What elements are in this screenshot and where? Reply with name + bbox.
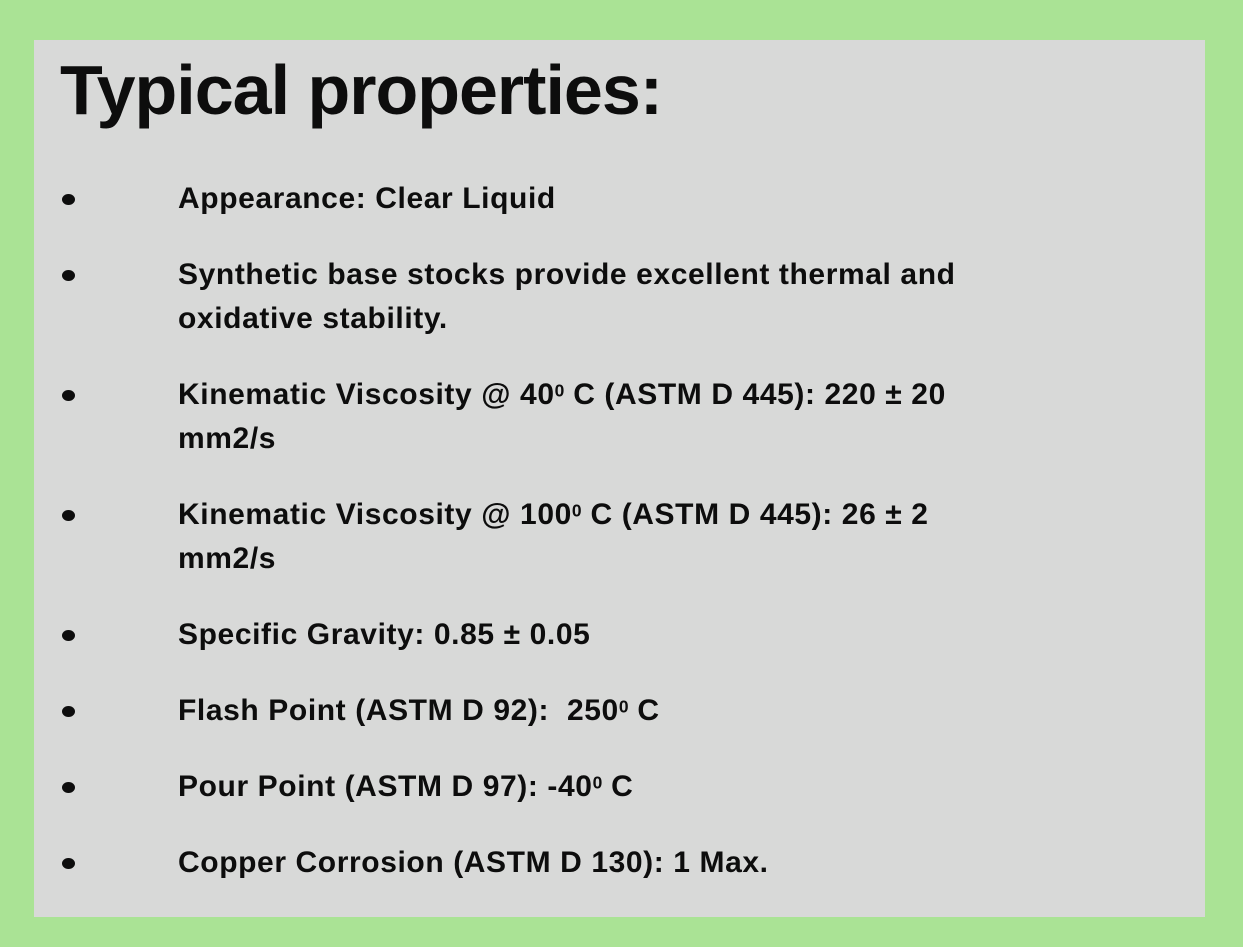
item-text — [178, 689, 1165, 733]
item-text-segment: C (ASTM D 445): 26 ± 2 — [581, 498, 929, 531]
item-text: Specific Gravity: 0.85 ± 0.05 — [178, 618, 591, 651]
list-item-synthetic-base-stocks — [60, 253, 1165, 341]
list-item-flash-point — [60, 689, 1165, 733]
list-item-appearance — [60, 177, 1165, 221]
item-text-segment: C (ASTM D 445): 220 ± 20 — [564, 378, 946, 411]
item-text-segment: Kinematic Viscosity @ 100 — [178, 498, 572, 531]
bullet-icon — [62, 706, 75, 717]
superscript-degree: 0 — [571, 500, 582, 521]
superscript-degree: 0 — [618, 696, 629, 717]
bullet-icon — [62, 270, 75, 281]
superscript-degree: 0 — [554, 380, 565, 401]
list-item-kinematic-viscosity-100 — [60, 493, 1165, 581]
item-text-segment: Flash Point (ASTM D 92): 250 — [178, 694, 619, 727]
page-title: Typical properties: — [60, 51, 663, 129]
item-text: mm2/s — [178, 542, 277, 575]
item-text: mm2/s — [178, 422, 277, 455]
superscript-degree: 0 — [592, 772, 603, 793]
bullet-icon — [62, 390, 75, 401]
item-text-segment: C — [628, 694, 660, 727]
bullet-icon — [62, 510, 75, 521]
item-text: Copper Corrosion (ASTM D 130): 1 Max. — [178, 846, 769, 879]
bullet-icon — [62, 782, 75, 793]
item-text: Synthetic base stocks provide excellent thermal and — [178, 258, 956, 291]
content-panel — [34, 40, 1205, 917]
list-item-specific-gravity — [60, 613, 1165, 657]
bullet-icon — [62, 194, 75, 205]
item-text: oxidative stability. — [178, 302, 448, 335]
item-text-segment: Pour Point (ASTM D 97): -40 — [178, 770, 593, 803]
bullet-icon — [62, 630, 75, 641]
properties-list — [60, 177, 1165, 885]
item-text — [178, 373, 1165, 417]
item-text: Appearance: Clear Liquid — [178, 182, 556, 215]
item-text — [178, 765, 1165, 809]
list-item-copper-corrosion — [60, 841, 1165, 885]
item-text-segment: C — [602, 770, 634, 803]
item-text-segment: Kinematic Viscosity @ 40 — [178, 378, 555, 411]
list-item-pour-point — [60, 765, 1165, 809]
item-text — [178, 493, 1165, 537]
list-item-kinematic-viscosity-40 — [60, 373, 1165, 461]
bullet-icon — [62, 858, 75, 869]
